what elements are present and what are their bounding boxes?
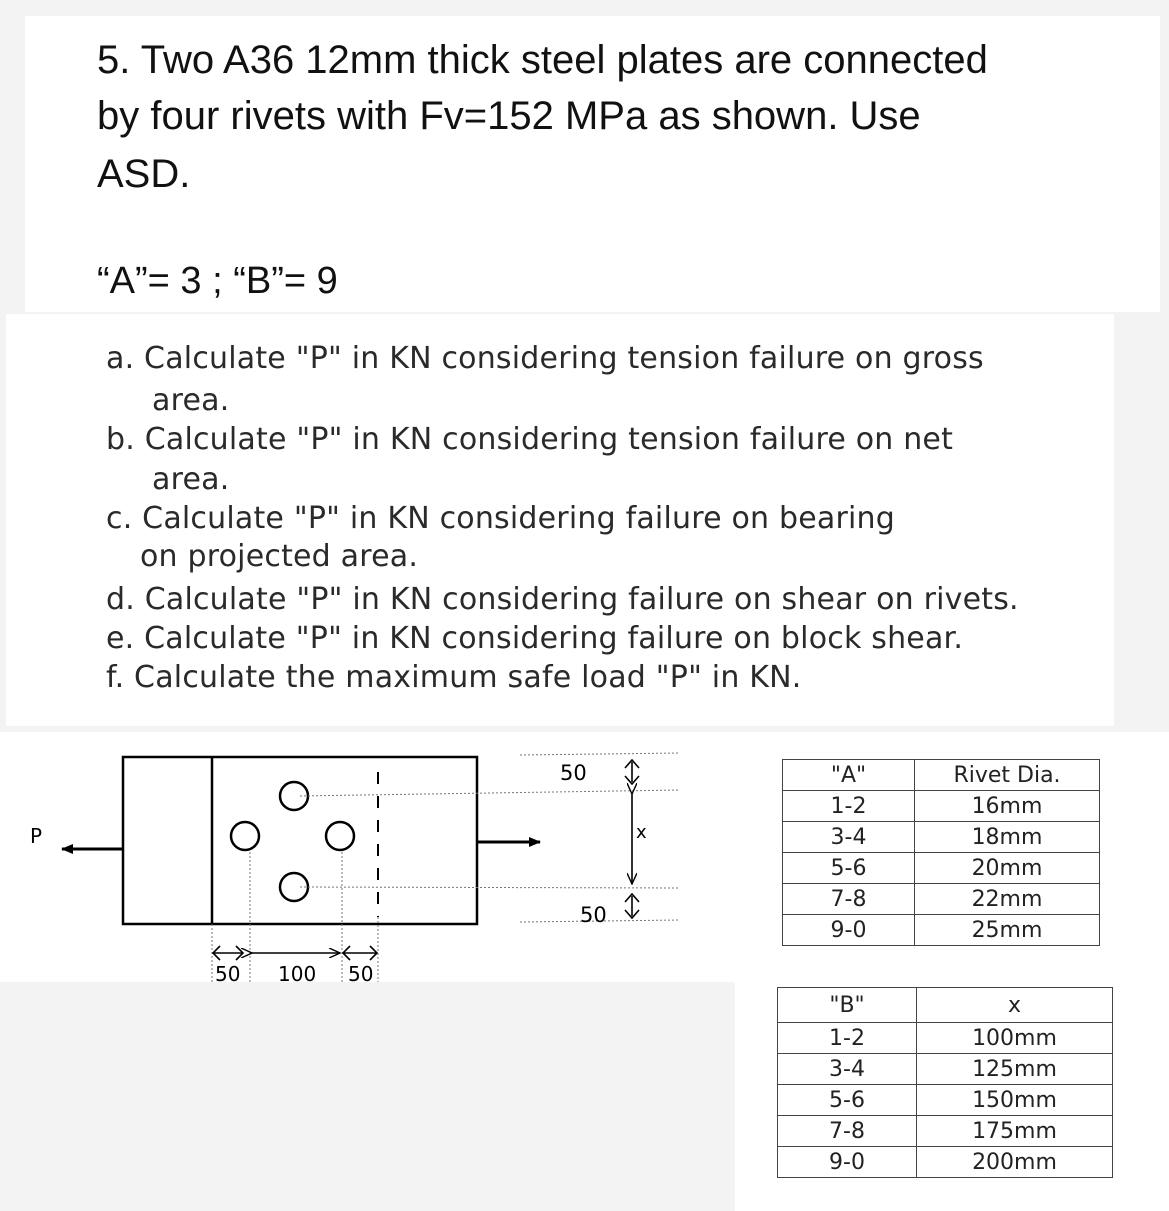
dim-top-label: 50	[560, 761, 587, 785]
table-cell: 1-2	[778, 1023, 917, 1054]
table-cell: 20mm	[915, 853, 1100, 884]
x-spacing-table	[777, 987, 1113, 1178]
table-row	[778, 1147, 1113, 1178]
table-cell: 22mm	[915, 884, 1100, 915]
question-d: d. Calculate "P" in KN considering failure on shear on rivets.	[106, 582, 1019, 617]
table-b-header-key: "B"	[778, 988, 917, 1023]
table-cell: 9-0	[778, 1147, 917, 1178]
question-b-cont: area.	[152, 462, 230, 497]
table-b-header-value: x	[917, 988, 1113, 1023]
table-row	[783, 884, 1100, 915]
dim-center-label: 100	[278, 962, 317, 986]
table-cell: 125mm	[917, 1054, 1113, 1085]
question-c: c. Calculate "P" in KN considering failure on bearing	[106, 501, 895, 536]
table-cell: 200mm	[917, 1147, 1113, 1178]
table-cell: 5-6	[778, 1085, 917, 1116]
table-cell: 7-8	[778, 1116, 917, 1147]
table-row	[783, 791, 1100, 822]
given-values: “A”= 3 ; “B”= 9	[97, 260, 338, 302]
table-cell: 9-0	[783, 915, 915, 946]
table-row	[783, 822, 1100, 853]
extension-line-top	[300, 790, 680, 796]
question-b: b. Calculate "P" in KN considering tension failure on net	[106, 422, 954, 457]
question-c-cont: on projected area.	[140, 539, 419, 574]
load-label-p: P	[30, 824, 43, 848]
question-f: f. Calculate the maximum safe load "P" in KN.	[106, 660, 802, 695]
table-cell: 25mm	[915, 915, 1100, 946]
table-a-header-value: Rivet Dia.	[915, 760, 1100, 791]
table-row	[778, 1085, 1113, 1116]
table-cell: 3-4	[778, 1054, 917, 1085]
dim-bottom-label: 50	[580, 903, 607, 927]
table-cell: 7-8	[783, 884, 915, 915]
rivet-diameter-table	[782, 759, 1100, 946]
dim-left-label: 50	[215, 962, 241, 986]
table-row	[783, 853, 1100, 884]
table-cell: 18mm	[915, 822, 1100, 853]
question-e: e. Calculate "P" in KN considering failure on block shear.	[106, 621, 964, 656]
table-cell: 16mm	[915, 791, 1100, 822]
table-header-row	[783, 760, 1100, 791]
rivet-hole-left	[231, 822, 259, 850]
table-cell: 5-6	[783, 853, 915, 884]
extension-line-bottom	[300, 887, 680, 888]
statement-line-2: by four rivets with Fv=152 MPa as shown. Use	[97, 94, 921, 138]
rivet-hole-right	[326, 822, 354, 850]
connection-diagram	[0, 732, 700, 992]
table-cell: 1-2	[783, 791, 915, 822]
statement-line-1: 5. Two A36 12mm thick steel plates are connected	[97, 38, 988, 82]
statement-line-3: ASD.	[97, 152, 191, 196]
table-cell: 150mm	[917, 1085, 1113, 1116]
rivet-hole-bottom	[280, 873, 308, 901]
table-row	[778, 1023, 1113, 1054]
table-row	[783, 915, 1100, 946]
table-cell: 3-4	[783, 822, 915, 853]
extension-line-top-outer	[520, 753, 680, 755]
table-header-row	[778, 988, 1113, 1023]
table-cell: 175mm	[917, 1116, 1113, 1147]
dim-right-label: 50	[348, 962, 374, 986]
table-row	[778, 1116, 1113, 1147]
question-a: a. Calculate "P" in KN considering tension failure on gross	[106, 341, 984, 376]
dim-x-label: x	[636, 822, 647, 843]
table-row	[778, 1054, 1113, 1085]
question-a-cont: area.	[152, 383, 230, 418]
table-cell: 100mm	[917, 1023, 1113, 1054]
table-a-header-key: "A"	[783, 760, 915, 791]
rivet-hole-top	[280, 782, 308, 810]
